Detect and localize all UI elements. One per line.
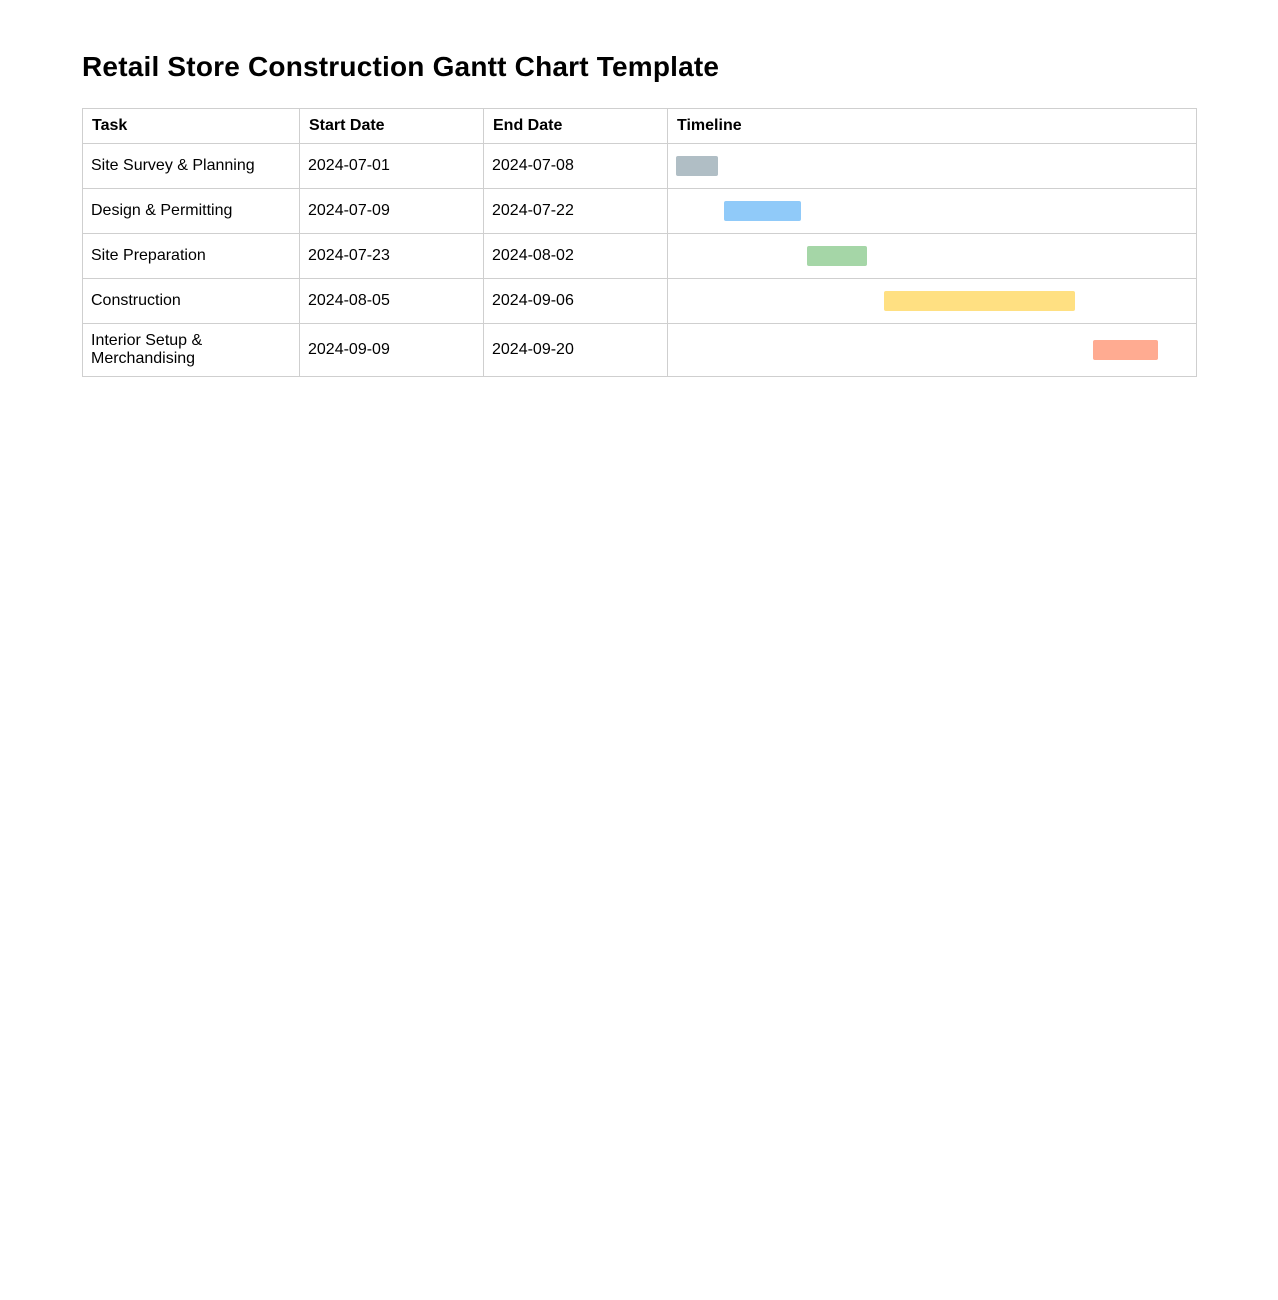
task-start-date: 2024-08-05 <box>300 279 484 324</box>
timeline-cell <box>668 324 1197 377</box>
gantt-bar <box>884 291 1075 311</box>
gantt-bar <box>676 156 718 176</box>
table-row <box>83 144 1197 189</box>
task-end-date: 2024-09-20 <box>484 324 668 377</box>
task-name: Site Survey & Planning <box>83 144 300 189</box>
table-row <box>83 189 1197 234</box>
header-end-date: End Date <box>484 109 668 144</box>
task-name: Site Preparation <box>83 234 300 279</box>
header-task: Task <box>83 109 300 144</box>
task-end-date: 2024-07-08 <box>484 144 668 189</box>
task-end-date: 2024-09-06 <box>484 279 668 324</box>
task-name: Interior Setup & Merchandising <box>83 324 300 377</box>
timeline-cell <box>668 279 1197 324</box>
table-row <box>83 324 1197 377</box>
task-end-date: 2024-07-22 <box>484 189 668 234</box>
header-start-date: Start Date <box>300 109 484 144</box>
task-start-date: 2024-07-09 <box>300 189 484 234</box>
page-title: Retail Store Construction Gantt Chart Template <box>82 51 720 82</box>
gantt-bar <box>807 246 867 266</box>
table-row <box>83 279 1197 324</box>
gantt-table <box>82 108 1197 377</box>
task-start-date: 2024-09-09 <box>300 324 484 377</box>
task-name: Construction <box>83 279 300 324</box>
task-start-date: 2024-07-23 <box>300 234 484 279</box>
timeline-cell <box>668 189 1197 234</box>
gantt-bar <box>724 201 801 221</box>
header-timeline: Timeline <box>668 109 1197 144</box>
task-end-date: 2024-08-02 <box>484 234 668 279</box>
gantt-bar <box>1093 340 1158 360</box>
task-name: Design & Permitting <box>83 189 300 234</box>
table-header-row <box>83 109 1197 144</box>
task-start-date: 2024-07-01 <box>300 144 484 189</box>
table-row <box>83 234 1197 279</box>
timeline-cell <box>668 234 1197 279</box>
timeline-cell <box>668 144 1197 189</box>
